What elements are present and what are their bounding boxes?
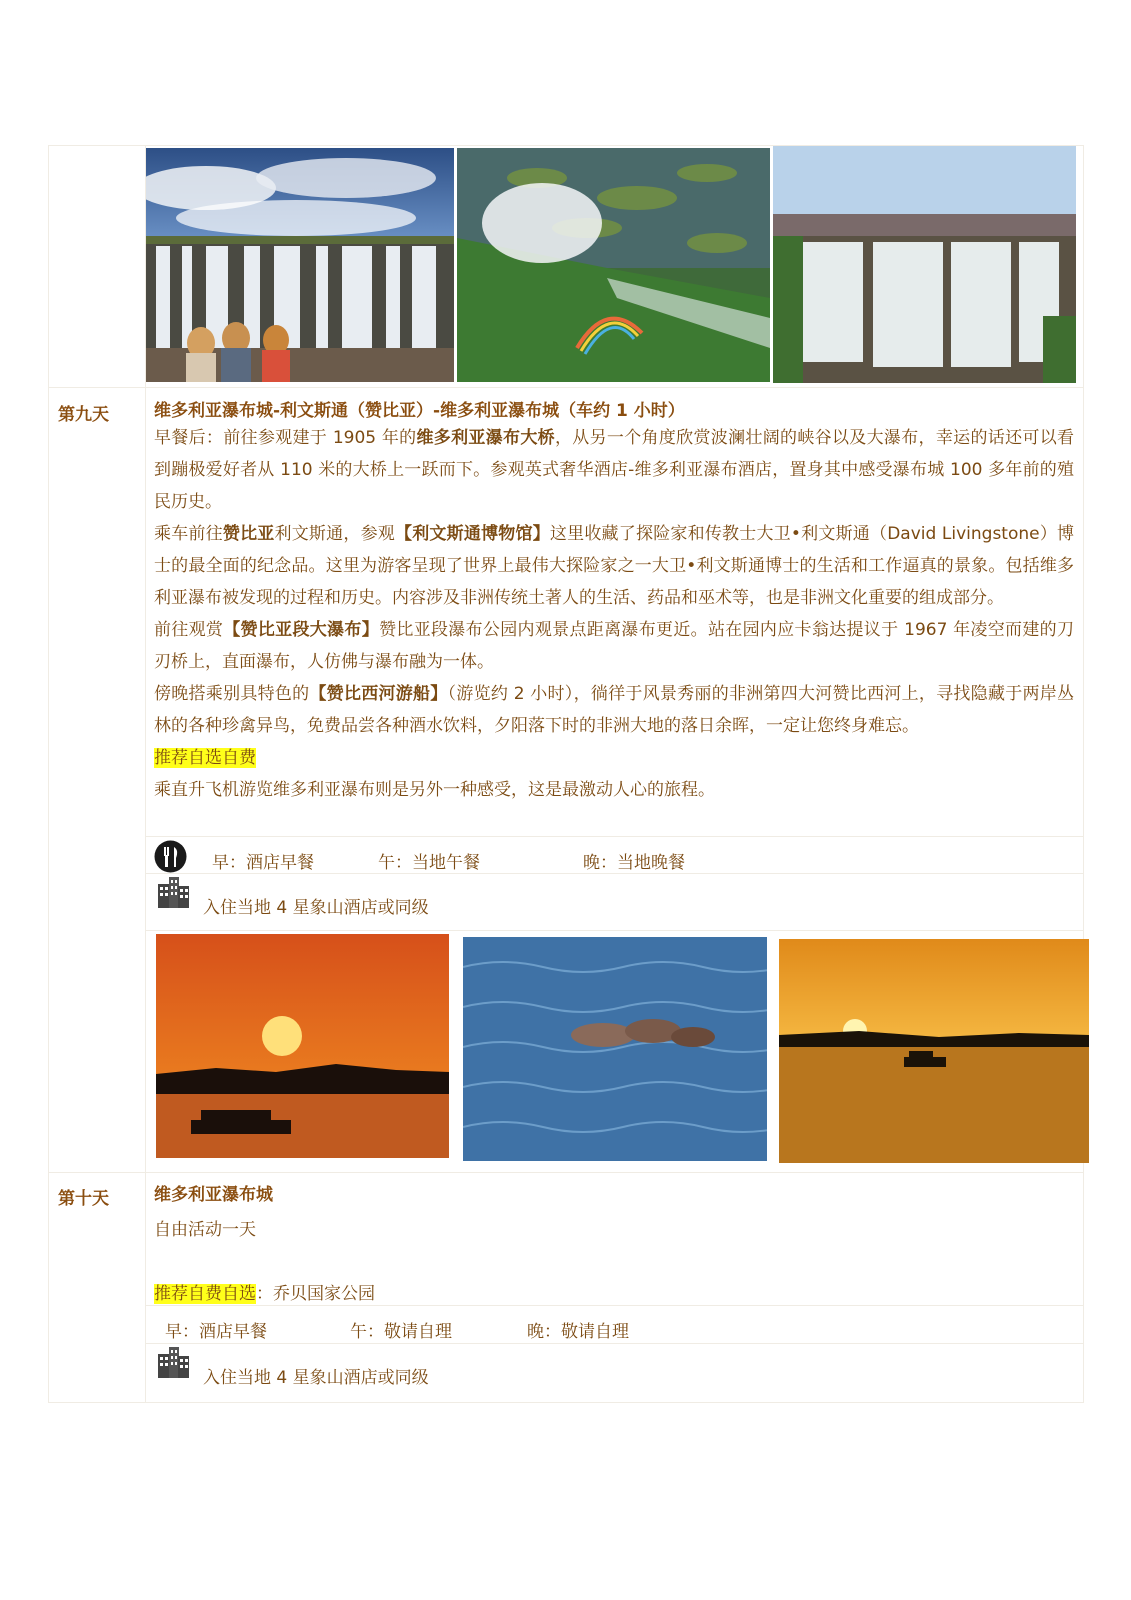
text: ，从另一个角度欣赏波澜壮阔的峡谷以及大瀑布，幸运的话还可以看到蹦极爱好者从 110 米的大桥上一跃而下。参观英式奢华酒店-维多利亚瀑布酒店，置身其中感受瀑布城 100 多年前的殖民历史。 — [154, 428, 1075, 512]
lunch-label: 午：敬请自理 — [350, 1322, 452, 1342]
fork-knife-icon — [154, 840, 187, 873]
paragraph — [154, 518, 1074, 614]
buildings-icon — [156, 1346, 190, 1378]
hippos-water-photo — [463, 937, 767, 1161]
hotel-label: 入住当地 4 星象山酒店或同级 — [203, 898, 429, 918]
paragraph — [154, 678, 1074, 742]
text: ：乔贝国家公园 — [256, 1284, 375, 1304]
recommend-highlight: 推荐自选自费 — [154, 748, 256, 768]
paragraph: 自由活动一天 — [154, 1220, 256, 1240]
breakfast-label: 早：酒店早餐 — [165, 1322, 267, 1342]
row-divider — [145, 873, 1084, 874]
text: 早餐后：前往参观建于 1905 年的 — [154, 428, 417, 448]
sunset-river-photo — [779, 939, 1089, 1163]
row-divider — [145, 836, 1084, 837]
day-description — [154, 1214, 1074, 1310]
waterfall-tourists-photo — [146, 148, 454, 382]
text: 前往观赏 — [154, 620, 224, 640]
bold-text: 赞比亚 — [222, 524, 275, 544]
lunch-label: 午：当地午餐 — [378, 853, 480, 873]
blank-line — [154, 1246, 1074, 1278]
paragraph — [154, 742, 1074, 774]
bold-text: 【赞比亚段大瀑布】 — [223, 620, 380, 640]
waterfall-front-photo — [773, 146, 1076, 383]
paragraph — [154, 422, 1074, 518]
row-divider — [145, 1343, 1084, 1344]
day-title: 维多利亚瀑布城-利文斯通（赞比亚）-维多利亚瀑布城（车约 1 小时） — [154, 401, 685, 421]
paragraph: 乘直升飞机游览维多利亚瀑布则是另外一种感受，这是最激动人心的旅程。 — [154, 780, 715, 800]
waterfall-aerial-photo — [457, 148, 770, 382]
breakfast-label: 早：酒店早餐 — [212, 853, 314, 873]
day-description — [154, 422, 1074, 806]
row-divider — [48, 1172, 1084, 1173]
paragraph — [154, 1278, 1074, 1310]
bold-text: 【赞比西河游船】 — [309, 684, 448, 704]
day-label: 第九天 — [58, 405, 109, 425]
paragraph — [154, 614, 1074, 678]
row-divider — [145, 930, 1084, 931]
text: （游览约 2 小时），徜徉于风景秀丽的非洲第四大河赞比西河上，寻找隐藏于两岸丛林的各种珍禽异鸟，免费品尝各种酒水饮料，夕阳落下时的非洲大地的落日余晖，一定让您终身难忘。 — [154, 684, 1075, 736]
text: 赞比亚段瀑布公园内观景点距离瀑布更近。站在园内应卡翁达提议于 1967 年凌空而建的刀刃桥上，直面瀑布，人仿佛与瀑布融为一体。 — [154, 620, 1074, 672]
day-label: 第十天 — [58, 1189, 109, 1209]
text: 傍晚搭乘别具特色的 — [154, 684, 310, 704]
buildings-icon — [156, 876, 190, 908]
sunset-boat-photo — [156, 934, 449, 1158]
text: 利文斯通，参观 — [274, 524, 395, 544]
dinner-label: 晚：敬请自理 — [527, 1322, 629, 1342]
text: 乘车前往 — [154, 524, 223, 544]
bold-text: 【利文斯通博物馆】 — [395, 524, 550, 544]
recommend-highlight: 推荐自费自选 — [154, 1284, 256, 1304]
dinner-label: 晚：当地晚餐 — [583, 853, 685, 873]
row-divider — [48, 387, 1084, 388]
text: 这里收藏了探险家和传教士大卫•利文斯通（David Livingstone）博士的最全面的纪念品。这里为游客呈现了世界上最伟大探险家之一大卫•利文斯通博士的生活和工作逼真的景象。包括维多利亚瀑布被发现的过程和历史。内容涉及非洲传统土著人的生活、药品和巫术等，也是非洲文化重要的组成部分。 — [154, 524, 1075, 608]
hotel-label: 入住当地 4 星象山酒店或同级 — [203, 1368, 429, 1388]
day-title: 维多利亚瀑布城 — [154, 1185, 273, 1205]
bold-text: 维多利亚瀑布大桥 — [416, 428, 555, 448]
